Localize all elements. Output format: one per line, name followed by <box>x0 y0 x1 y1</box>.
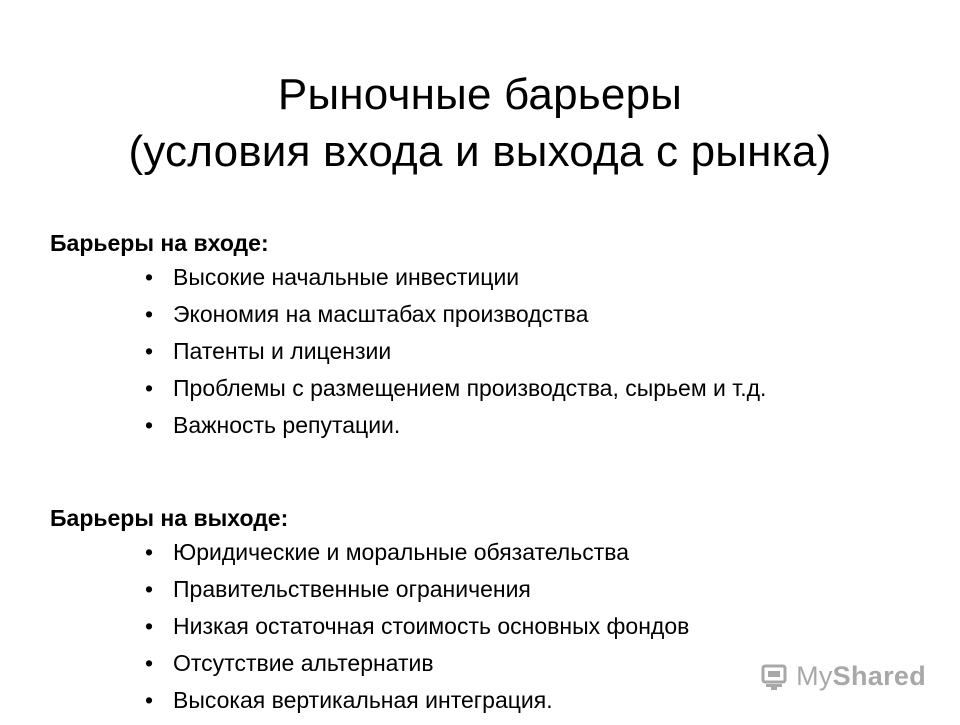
bullet-icon: • <box>145 650 154 676</box>
myshared-logo-icon <box>760 662 790 692</box>
list-item-text: Высокая вертикальная интеграция. <box>173 687 553 713</box>
bullet-icon: • <box>145 687 154 713</box>
bullet-icon: • <box>145 301 154 327</box>
slide-title-line-1: Рыночные барьеры <box>277 70 683 119</box>
entry-barriers-list <box>145 265 885 450</box>
list-item <box>145 540 885 565</box>
list-item <box>145 614 885 639</box>
bullet-icon: • <box>145 613 154 639</box>
list-item-text: Отсутствие альтернатив <box>173 650 434 676</box>
list-item-text: Правительственные ограничения <box>173 576 531 602</box>
list-item <box>145 376 885 401</box>
entry-barriers-heading: Барьеры на входе: <box>50 230 269 256</box>
watermark-text-bold: Shared <box>832 661 926 691</box>
list-item <box>145 413 885 438</box>
bullet-icon: • <box>145 375 154 401</box>
watermark-text-regular: My <box>796 661 833 691</box>
slide-title <box>0 66 960 180</box>
list-item <box>145 265 885 290</box>
list-item-text: Проблемы с размещением производства, сырьем и т.д. <box>173 375 767 401</box>
list-item-text: Низкая остаточная стоимость основных фондов <box>173 613 690 639</box>
list-item-text: Важность репутации. <box>173 412 401 438</box>
list-item <box>145 302 885 327</box>
list-item-text: Экономия на масштабах производства <box>173 301 589 327</box>
bullet-icon: • <box>145 576 154 602</box>
list-item-text: Юридические и моральные обязательства <box>173 539 629 565</box>
bullet-icon: • <box>145 338 154 364</box>
list-item <box>145 339 885 364</box>
exit-barriers-heading: Барьеры на выходе: <box>50 505 289 531</box>
exit-barriers-list <box>145 540 885 725</box>
slide-title-line-2: (условия входа и выхода с рынка) <box>128 127 832 176</box>
bullet-icon: • <box>145 264 154 290</box>
list-item-text: Высокие начальные инвестиции <box>173 264 520 290</box>
list-item-text: Патенты и лицензии <box>173 338 392 364</box>
list-item <box>145 577 885 602</box>
bullet-icon: • <box>145 539 154 565</box>
bullet-icon: • <box>145 412 154 438</box>
myshared-watermark <box>760 661 926 692</box>
watermark-text <box>796 661 926 692</box>
